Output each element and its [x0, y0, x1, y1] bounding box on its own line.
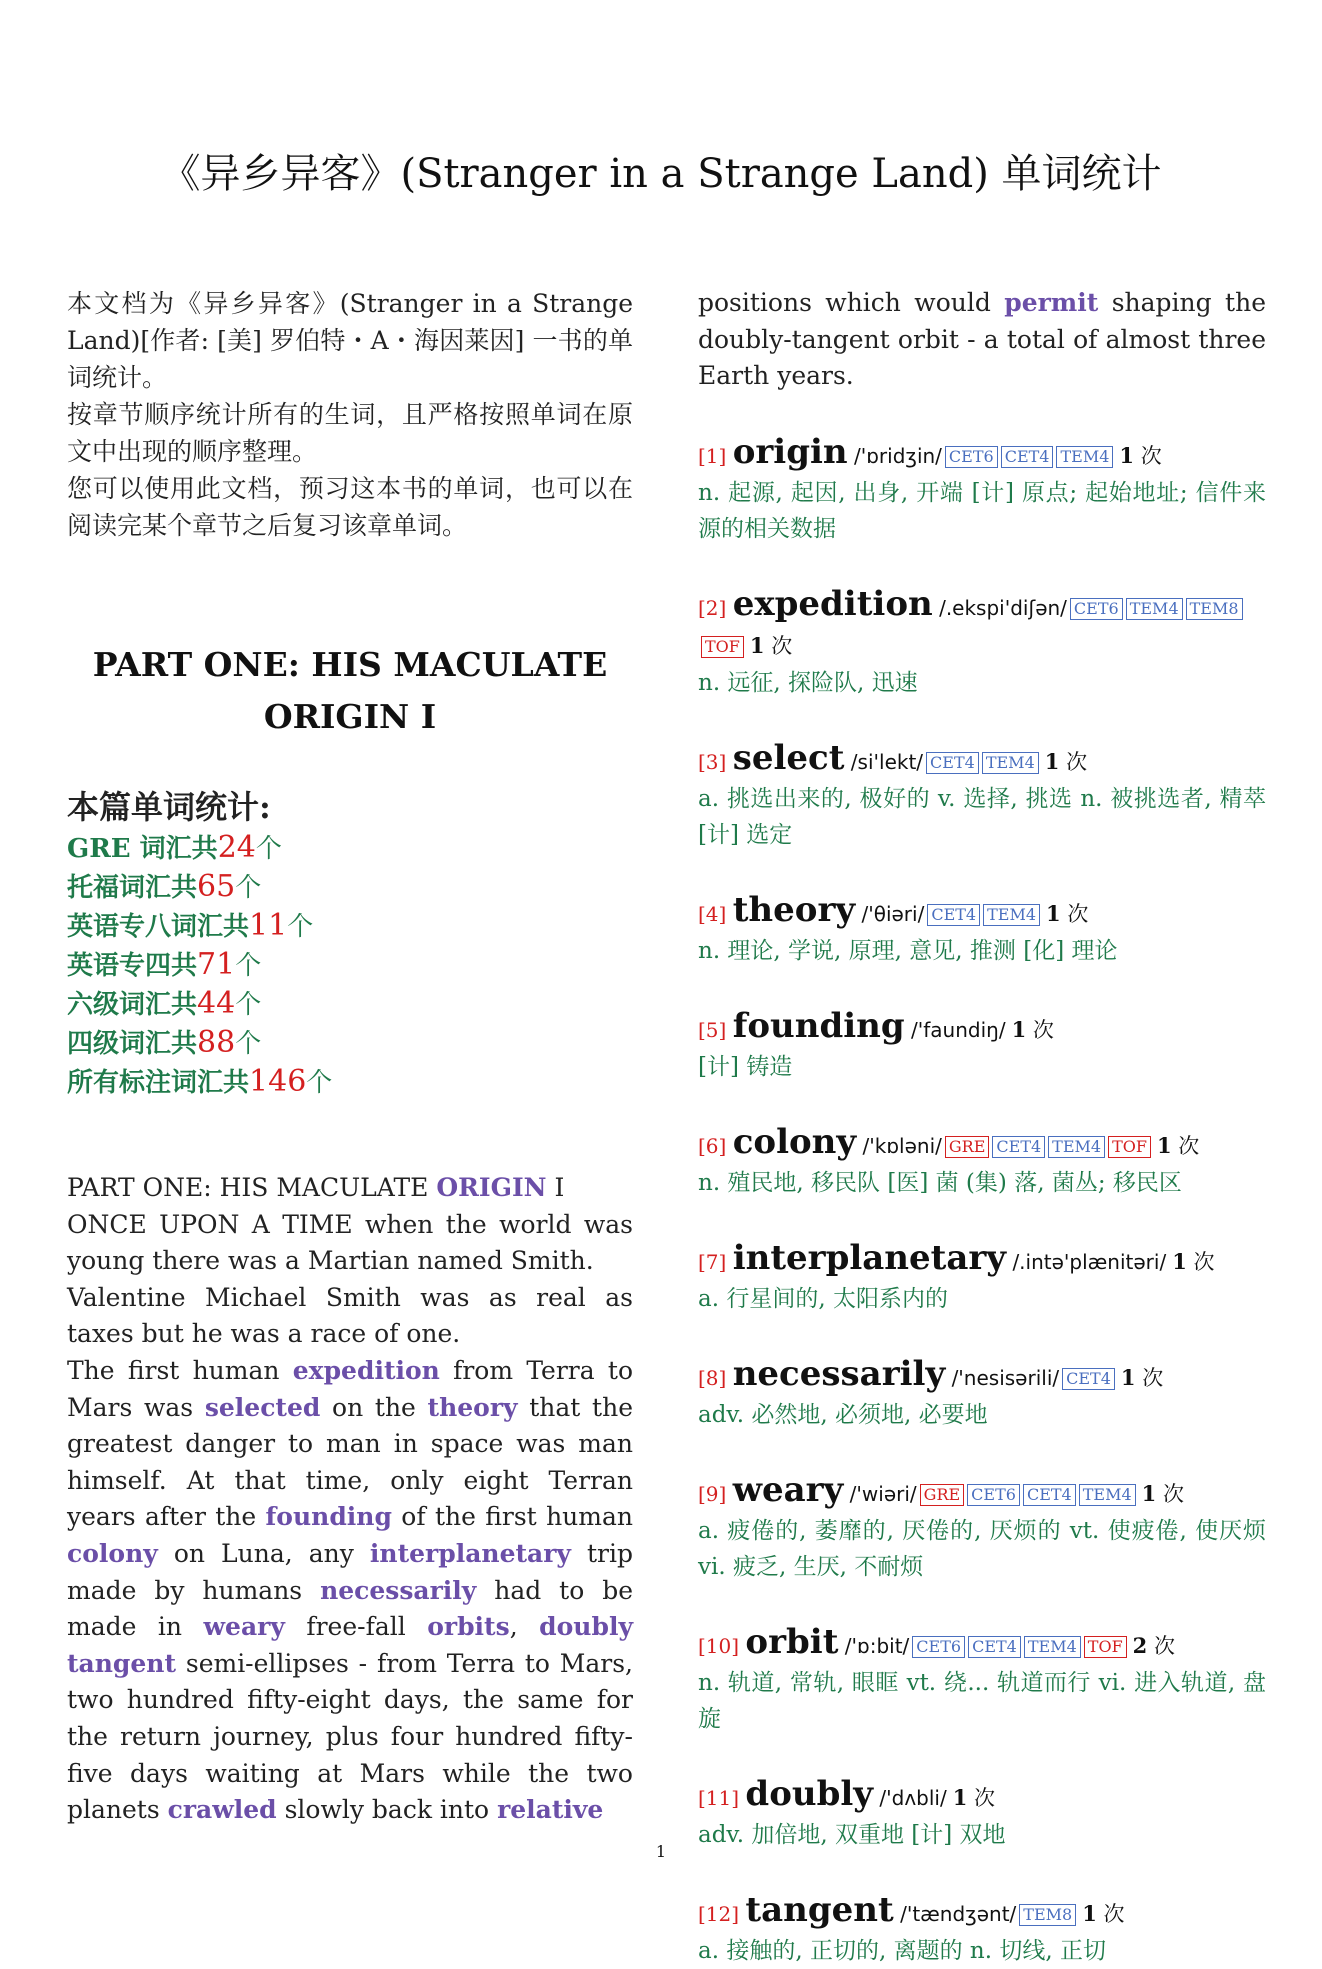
level-tag: CET4: [992, 1136, 1045, 1158]
stats-title: 本篇单词统计:: [67, 788, 271, 826]
stat-row: [67, 907, 633, 946]
level-tag: CET6: [945, 446, 998, 468]
stat-count: 146: [249, 1064, 307, 1099]
entry-phonetic: /'faundiŋ/: [911, 1017, 1006, 1042]
entry-word: interplanetary: [732, 1237, 1007, 1278]
stat-label: 四级词汇共: [67, 1029, 198, 1059]
stat-unit: 个: [235, 951, 262, 981]
entry-header: [698, 1355, 1266, 1397]
level-tag: TEM8: [1019, 1904, 1076, 1926]
highlight-word: expedition: [292, 1355, 440, 1385]
entry-index: [6]: [698, 1133, 727, 1158]
vocab-entry: [698, 585, 1266, 701]
level-tag: CET4: [927, 904, 980, 926]
entry-header: [698, 1007, 1266, 1049]
entry-index: [9]: [698, 1481, 727, 1506]
entry-count: 1 次: [1120, 1364, 1164, 1390]
entry-phonetic: /'nesisərili/: [951, 1365, 1060, 1390]
entry-definition: a. 行星间的, 太阳系内的: [698, 1285, 948, 1312]
stat-row: [67, 1063, 633, 1102]
level-tag: TEM4: [983, 904, 1040, 926]
paragraph-3: Valentine Michael Smith was as real as taxes but he was a race of one.: [67, 1282, 633, 1349]
entry-index: [2]: [698, 595, 727, 620]
entry-definition: n. 殖民地, 移民队 [医] 菌 (集) 落, 菌丛; 移民区: [698, 1169, 1182, 1196]
highlight-word: permit: [1004, 288, 1099, 317]
highlight-word: selected: [204, 1392, 321, 1422]
entry-header: [698, 1623, 1266, 1665]
vocab-entry: [698, 433, 1266, 547]
entry-phonetic: /'θiəri/: [861, 901, 925, 926]
paragraph-1: PART ONE: HIS MACULATE ORIGIN I: [67, 1173, 565, 1202]
entry-phonetic: /'ɒ:bit/: [844, 1633, 910, 1658]
entry-count: 2 次: [1132, 1632, 1175, 1658]
stat-unit: 个: [306, 1068, 333, 1098]
entry-header: [698, 1123, 1266, 1165]
entry-phonetic: /.ekspi'diʃən/: [939, 595, 1067, 620]
entry-count: 1 次: [952, 1784, 996, 1810]
stat-label: 托福词汇共: [67, 873, 198, 903]
entry-index: [12]: [698, 1901, 740, 1926]
highlight-word: theory: [427, 1392, 518, 1422]
left-column: [67, 285, 633, 1829]
highlight-word: relative: [497, 1795, 604, 1825]
entry-word: origin: [732, 431, 848, 472]
level-tag: TOF: [1108, 1136, 1151, 1158]
stat-label: 六级词汇共: [67, 990, 198, 1020]
body-text: [67, 1170, 633, 1829]
vocab-entry: [698, 1623, 1266, 1737]
level-tag: GRE: [945, 1136, 990, 1158]
stat-row: [67, 868, 633, 907]
vocabulary-list: [698, 433, 1266, 1969]
entry-phonetic: /'tændʒənt/: [900, 1901, 1017, 1926]
entry-header: [698, 891, 1266, 933]
entry-definition: adv. 加倍地, 双重地 [计] 双地: [698, 1821, 1006, 1848]
level-tag: TEM8: [1186, 598, 1243, 620]
entry-count: 1 次: [1011, 1016, 1054, 1042]
stat-unit: 个: [235, 873, 262, 903]
vocab-entry: [698, 1891, 1266, 1969]
level-tag: CET4: [1001, 446, 1054, 468]
entry-phonetic: /si'lekt/: [850, 749, 924, 774]
entry-definition: n. 远征, 探险队, 迅速: [698, 669, 918, 696]
entry-header: [698, 1239, 1266, 1281]
stat-unit: 个: [235, 1029, 262, 1059]
entry-definition: [计] 铸造: [698, 1053, 793, 1080]
entry-header: [698, 1891, 1266, 1933]
level-tag: CET6: [912, 1636, 965, 1658]
entry-word: select: [732, 737, 845, 778]
stat-unit: 个: [287, 912, 314, 942]
vocab-entry: [698, 1775, 1266, 1853]
entry-count: 1 次: [1156, 1132, 1200, 1158]
level-tag: TOF: [701, 636, 744, 658]
vocab-entry: [698, 739, 1266, 853]
stat-count: 11: [249, 908, 288, 943]
entry-phonetic: /'dʌbli/: [879, 1785, 947, 1810]
vocab-entry: [698, 1007, 1266, 1085]
entry-definition: n. 理论, 学说, 原理, 意见, 推测 [化] 理论: [698, 937, 1118, 964]
entry-header: [698, 1775, 1266, 1817]
entry-definition: n. 起源, 起因, 出身, 开端 [计] 原点; 起始地址; 信件来源的相关数据: [698, 479, 1266, 542]
stats-list: [67, 829, 633, 1102]
level-tag: CET4: [1062, 1368, 1115, 1390]
stat-count: 88: [197, 1025, 236, 1060]
stat-row: [67, 985, 633, 1024]
entry-count: 1 次: [1119, 442, 1162, 468]
stat-label: 英语专四共: [67, 951, 198, 981]
entry-word: expedition: [732, 583, 933, 624]
highlight-word: orbits: [427, 1612, 510, 1642]
entry-header: [698, 433, 1266, 475]
page-number: 1: [655, 1842, 667, 1861]
entry-word: necessarily: [732, 1353, 946, 1394]
vocab-entry: [698, 1471, 1266, 1585]
part-heading-line-2: ORIGIN I: [263, 697, 437, 736]
highlight-word: necessarily: [320, 1575, 477, 1605]
level-tag: CET4: [968, 1636, 1021, 1658]
entry-index: [8]: [698, 1365, 727, 1390]
stat-row: [67, 946, 633, 985]
vocab-entry: [698, 891, 1266, 969]
entry-count: 1 次: [1172, 1248, 1215, 1274]
level-tag: CET6: [967, 1484, 1020, 1506]
entry-definition: n. 轨道, 常轨, 眼眶 vt. 绕... 轨道而行 vi. 进入轨道, 盘旋: [698, 1669, 1266, 1732]
entry-index: [1]: [698, 443, 727, 468]
intro: [67, 285, 633, 544]
entry-count: 1 次: [749, 632, 793, 658]
level-tag: TEM4: [982, 752, 1039, 774]
entry-word: tangent: [745, 1889, 894, 1930]
entry-phonetic: /.intə'plænitəri/: [1012, 1249, 1167, 1274]
level-tag: CET6: [1070, 598, 1123, 620]
stat-count: 44: [197, 986, 236, 1021]
entry-word: founding: [732, 1005, 905, 1046]
entry-word: doubly: [745, 1773, 874, 1814]
level-tag: TEM4: [1048, 1136, 1105, 1158]
stat-count: 65: [197, 869, 236, 904]
right-column: [698, 285, 1266, 1969]
stat-label: 所有标注词汇共: [67, 1068, 250, 1098]
entry-definition: adv. 必然地, 必须地, 必要地: [698, 1401, 988, 1428]
stat-count: 71: [197, 947, 236, 982]
document-title: 《异乡异客》(Stranger in a Strange Land) 单词统计: [160, 151, 1162, 197]
entry-definition: a. 接触的, 正切的, 离题的 n. 切线, 正切: [698, 1937, 1106, 1964]
part-heading: [67, 639, 633, 743]
level-tag: CET4: [926, 752, 979, 774]
entry-phonetic: /'wiəri/: [849, 1481, 917, 1506]
entry-count: 1 次: [1141, 1480, 1184, 1506]
part-heading-line-1: PART ONE: HIS MACULATE: [92, 645, 608, 684]
highlight-word: interplanetary: [369, 1538, 571, 1568]
highlight-word: colony: [67, 1538, 158, 1568]
entry-count: 1 次: [1082, 1900, 1125, 1926]
highlight-word: crawled: [167, 1795, 277, 1825]
intro-line-3: 您可以使用此文档，预习这本书的单词，也可以在阅读完某个章节之后复习该章单词。: [67, 474, 633, 540]
stat-unit: 个: [235, 990, 262, 1020]
entry-count: 1 次: [1044, 748, 1088, 774]
highlight-word: founding: [265, 1502, 392, 1532]
stat-label: GRE 词汇共: [67, 834, 218, 864]
highlight-word: weary: [203, 1612, 285, 1642]
entry-index: [4]: [698, 901, 727, 926]
entry-count: 1 次: [1046, 900, 1089, 926]
entry-word: colony: [732, 1121, 857, 1162]
vocab-entry: [698, 1123, 1266, 1201]
stat-count: 24: [217, 830, 256, 865]
level-tag: TEM4: [1024, 1636, 1081, 1658]
entry-index: [5]: [698, 1017, 727, 1042]
stat-unit: 个: [255, 834, 282, 864]
level-tag: TEM4: [1056, 446, 1113, 468]
entry-word: theory: [732, 889, 856, 930]
stat-row: [67, 829, 633, 868]
entry-index: [3]: [698, 749, 727, 774]
entry-index: [7]: [698, 1249, 727, 1274]
entry-definition: a. 挑选出来的, 极好的 v. 选择, 挑选 n. 被挑选者, 精萃 [计] 选定: [698, 785, 1266, 848]
entry-header: [698, 1471, 1266, 1513]
entry-index: [10]: [698, 1633, 740, 1658]
entry-header: [698, 585, 1266, 665]
vocab-entry: [698, 1355, 1266, 1433]
level-tag: GRE: [920, 1484, 965, 1506]
entry-word: orbit: [745, 1621, 839, 1662]
entry-header: [698, 739, 1266, 781]
highlight-word: ORIGIN: [436, 1173, 547, 1202]
intro-line-2: 按章节顺序统计所有的生词，且严格按照单词在原文中出现的顺序整理。: [67, 400, 633, 466]
vocab-entry: [698, 1239, 1266, 1317]
entry-word: weary: [732, 1469, 844, 1510]
stat-label: 英语专八词汇共: [67, 912, 250, 942]
paragraph-2: ONCE UPON A TIME when the world was young there was a Martian named Smith.: [67, 1209, 633, 1276]
continued-text: positions which would permit shaping the doubly-tangent orbit - a total of almost three Earth years.: [698, 288, 1266, 390]
level-tag: TEM4: [1079, 1484, 1136, 1506]
entry-definition: a. 疲倦的, 萎靡的, 厌倦的, 厌烦的 vt. 使疲倦, 使厌烦 vi. 疲乏, 生厌, 不耐烦: [698, 1517, 1266, 1580]
entry-phonetic: /'kɒləni/: [862, 1133, 942, 1158]
intro-line-1: 本文档为《异乡异客》(Stranger in a Strange Land)[作者: [美] 罗伯特・A・海因莱因] 一书的单词统计。: [67, 289, 633, 392]
level-tag: CET4: [1023, 1484, 1076, 1506]
highlight-word: doubly tangent: [67, 1612, 633, 1678]
level-tag: TEM4: [1126, 598, 1183, 620]
entry-phonetic: /'ɒridʒin/: [853, 443, 942, 468]
paragraph-4: The first human expedition from Terra to Mars was selected on the theory that the greatest danger to man in space was man himself. At that time, only eight Terran years after the founding of the first human colony on Luna, any interplanetary trip made by humans necessarily had to be made in weary free-fall orbits, doubly tangent semi-ellipses - from Terra to Mars, two hundred fifty-eight days, the same for the return journey, plus four hundred fifty-five days waiting at Mars while the two planets crawled slowly back into relative: [67, 1355, 634, 1825]
level-tag: TOF: [1084, 1636, 1127, 1658]
stat-row: [67, 1024, 633, 1063]
entry-index: [11]: [698, 1785, 740, 1810]
